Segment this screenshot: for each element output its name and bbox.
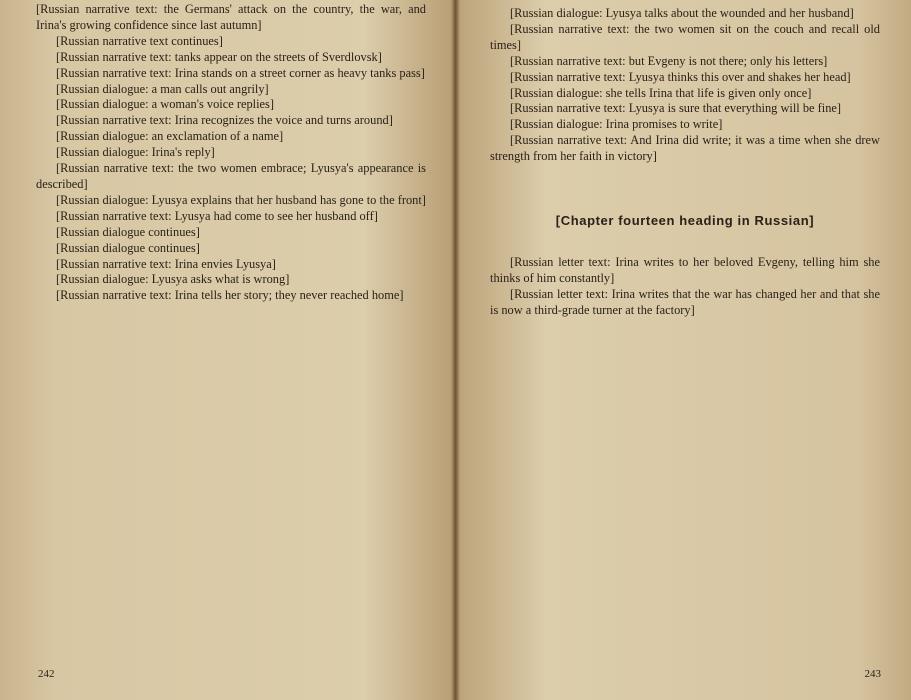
paragraph: [Russian dialogue continues] — [56, 240, 200, 255]
paragraph: [Russian dialogue: Lyusya explains that her husband has gone to the front] — [56, 192, 426, 207]
paragraph: [Russian narrative text: Irina tells her story; they never reached home] — [56, 288, 404, 303]
right-page-number: 243 — [864, 668, 881, 680]
paragraph: [Russian dialogue: she tells Irina that life is given only once] — [510, 85, 812, 100]
right-page-text-before-heading — [490, 6, 880, 165]
paragraph: [Russian narrative text: And Irina did write; it was a time when she drew strength from her faith in victory] — [490, 133, 880, 164]
paragraph: [Russian narrative text: Lyusya is sure that everything will be fine] — [510, 101, 842, 116]
right-page-text — [490, 6, 880, 319]
paragraph: [Russian narrative text: tanks appear on the streets of Sverdlovsk] — [56, 49, 382, 64]
paragraph: [Russian dialogue: a man calls out angrily] — [56, 81, 269, 96]
paragraph: [Russian narrative text: but Evgeny is not there; only his letters] — [510, 53, 828, 68]
paragraph: [Russian narrative text: Lyusya thinks this over and shakes her head] — [510, 69, 851, 84]
paragraph: [Russian narrative text: the two women embrace; Lyusya's appearance is described] — [36, 161, 426, 191]
paragraph: [Russian dialogue continues] — [56, 224, 200, 239]
right-page — [456, 0, 911, 700]
left-page-number: 242 — [38, 668, 55, 680]
paragraph: [Russian narrative text: Irina envies Lyusya] — [56, 256, 276, 271]
paragraph: [Russian narrative text: Irina stands on a street corner as heavy tanks pass] — [56, 65, 425, 80]
paragraph: [Russian dialogue: an exclamation of a name] — [56, 129, 284, 144]
paragraph: [Russian narrative text: Irina recognizes the voice and turns around] — [56, 113, 393, 128]
paragraph: [Russian narrative text continues] — [56, 33, 223, 48]
paragraph: [Russian narrative text: the Germans' attack on the country, the war, and Irina's growing confidence since last autumn] — [36, 2, 426, 32]
paragraph: [Russian dialogue: a woman's voice replies] — [56, 97, 274, 112]
paragraph: [Russian dialogue: Irina's reply] — [56, 145, 215, 160]
paragraph: [Russian letter text: Irina writes that the war has changed her and that she is now a third-grade turner at the factory] — [490, 286, 880, 317]
right-page-text-after-heading — [490, 255, 880, 319]
left-page-text — [36, 2, 426, 304]
paragraph: [Russian narrative text: the two women sit on the couch and recall old times] — [490, 21, 880, 52]
paragraph: [Russian dialogue: Irina promises to write] — [510, 117, 723, 132]
paragraph: [Russian dialogue: Lyusya asks what is wrong] — [56, 272, 290, 287]
paragraph: [Russian dialogue: Lyusya talks about the wounded and her husband] — [510, 6, 854, 20]
left-page — [0, 0, 455, 700]
paragraph: [Russian letter text: Irina writes to her beloved Evgeny, telling him she thinks of him constantly] — [490, 254, 880, 285]
chapter-heading: [Chapter fourteen heading in Russian] — [555, 213, 815, 229]
paragraph: [Russian narrative text: Lyusya had come to see her husband off] — [56, 208, 378, 223]
